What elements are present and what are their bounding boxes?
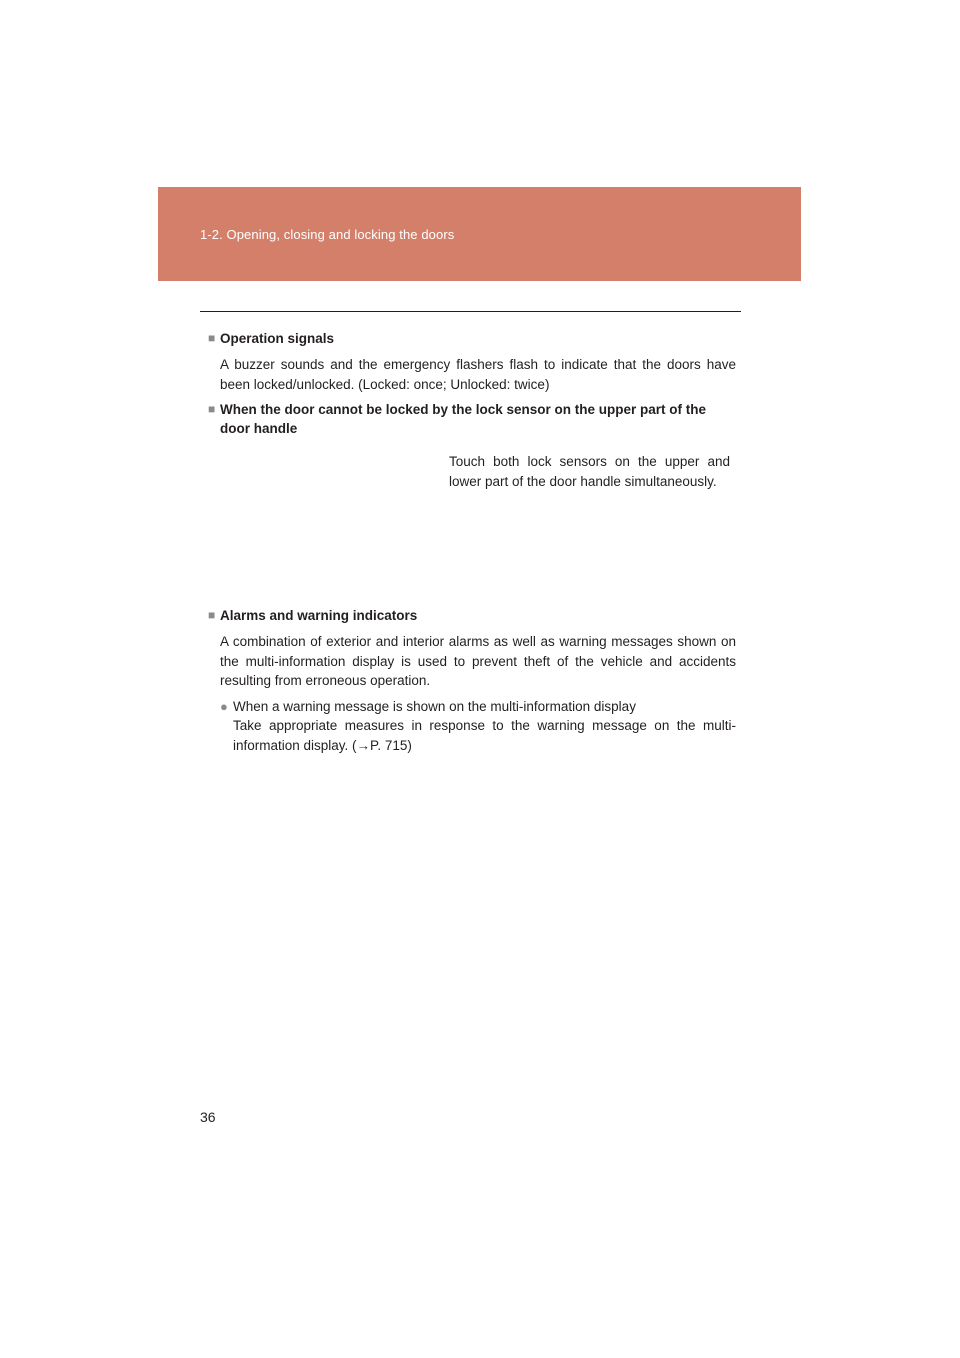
heading-text: When the door cannot be locked by the lock sensor on the upper part of the door handle xyxy=(220,402,707,436)
section-title: 1-2. Opening, closing and locking the doors xyxy=(200,227,455,242)
section-operation-signals xyxy=(208,329,736,394)
bullet-dot-icon: ● xyxy=(220,698,228,714)
lock-sensor-note: Touch both lock sensors on the upper and lower part of the door handle simultaneously. xyxy=(449,454,730,489)
section-body: A buzzer sounds and the emergency flashers flash to indicate that the doors have been locked/unlocked. (Locked: once; Unlocked: twice) xyxy=(220,357,736,392)
section-alarms xyxy=(208,606,736,755)
divider xyxy=(200,311,741,312)
square-marker-icon: ■ xyxy=(208,402,216,416)
section-heading xyxy=(208,329,736,348)
heading-text: Alarms and warning indicators xyxy=(220,608,418,623)
heading-text: Operation signals xyxy=(220,331,335,346)
section-door-lock xyxy=(208,400,736,438)
square-marker-icon: ■ xyxy=(208,331,216,345)
bullet-body: Take appropriate measures in response to the warning message on the multi-information display. (→P. 715) xyxy=(233,718,736,753)
bullet-text xyxy=(233,697,736,756)
page-number: 36 xyxy=(200,1109,216,1125)
section-heading xyxy=(208,606,736,625)
bullet-title: When a warning message is shown on the multi-information display xyxy=(233,698,636,714)
square-marker-icon: ■ xyxy=(208,608,216,622)
header-band xyxy=(158,187,801,281)
section-heading xyxy=(208,400,736,438)
section-body: A combination of exterior and interior alarms as well as warning messages shown on the multi-information display is used to prevent theft of the vehicle and accidents resulting from erroneous operation. xyxy=(220,634,736,688)
bullet-item xyxy=(220,697,736,756)
